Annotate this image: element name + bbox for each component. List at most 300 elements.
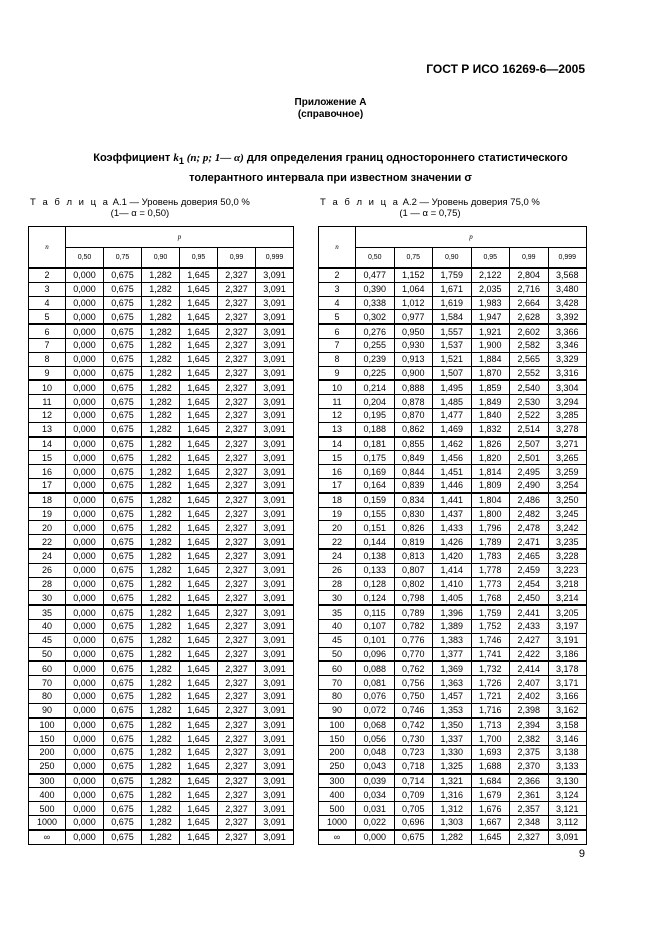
n-cell: 30 [29, 591, 66, 605]
table-row [319, 338, 587, 352]
value-cell: 0,000 [66, 619, 104, 633]
value-cell: 1,759 [471, 605, 510, 619]
value-cell: 0,000 [66, 676, 104, 690]
value-cell: 0,000 [66, 535, 104, 549]
p-value-header: 0,95 [180, 248, 218, 269]
table-row [29, 774, 294, 788]
value-cell: 3,091 [256, 802, 294, 816]
value-cell: 3,091 [256, 661, 294, 675]
table-row [29, 619, 294, 633]
n-cell: 6 [319, 324, 356, 338]
table-row [319, 408, 587, 422]
table-row [319, 324, 587, 338]
value-cell: 1,012 [394, 296, 433, 310]
value-cell: 0,000 [66, 718, 104, 732]
value-cell: 0,000 [66, 689, 104, 703]
value-cell: 1,282 [142, 478, 180, 492]
value-cell: 3,091 [256, 380, 294, 394]
value-cell: 1,645 [180, 676, 218, 690]
value-cell: 3,091 [256, 338, 294, 352]
value-cell: 0,039 [356, 774, 395, 788]
value-cell: 1,396 [433, 605, 472, 619]
value-cell: 3,091 [256, 437, 294, 451]
value-cell: 0,000 [66, 324, 104, 338]
n-cell: 8 [319, 352, 356, 366]
value-cell: 0,000 [66, 282, 104, 296]
value-cell: 1,363 [433, 676, 472, 690]
n-cell: 28 [29, 577, 66, 591]
value-cell: 0,164 [356, 478, 395, 492]
value-cell: 2,327 [218, 282, 256, 296]
value-cell: 3,091 [256, 605, 294, 619]
value-cell: 1,282 [142, 268, 180, 282]
value-cell: 0,756 [394, 676, 433, 690]
value-cell: 0,276 [356, 324, 395, 338]
value-cell: 3,091 [256, 788, 294, 802]
value-cell: 1,645 [180, 605, 218, 619]
value-cell: 0,000 [66, 591, 104, 605]
n-cell: 22 [29, 535, 66, 549]
value-cell: 1,282 [142, 366, 180, 380]
table-row [319, 605, 587, 619]
value-cell: 0,000 [66, 380, 104, 394]
n-cell: 17 [29, 478, 66, 492]
n-cell: 150 [319, 732, 356, 746]
value-cell: 3,259 [548, 465, 587, 479]
value-cell: 1,679 [471, 788, 510, 802]
value-cell: 2,414 [510, 661, 549, 675]
value-cell: 0,675 [104, 732, 142, 746]
value-cell: 3,392 [548, 310, 587, 324]
value-cell: 3,568 [548, 268, 587, 282]
value-cell: 0,675 [104, 676, 142, 690]
value-cell: 0,068 [356, 718, 395, 732]
value-cell: 1,377 [433, 647, 472, 661]
value-cell: 0,000 [66, 422, 104, 436]
value-cell: 0,000 [66, 465, 104, 479]
value-cell: 0,878 [394, 395, 433, 409]
table-row [29, 380, 294, 394]
value-cell: 1,645 [180, 352, 218, 366]
n-cell: 90 [319, 703, 356, 717]
value-cell: 0,000 [66, 774, 104, 788]
table-row [29, 689, 294, 703]
value-cell: 0,819 [394, 535, 433, 549]
value-cell: 1,469 [433, 422, 472, 436]
value-cell: 0,675 [104, 718, 142, 732]
n-cell: 35 [319, 605, 356, 619]
table-row [319, 703, 587, 717]
value-cell: 2,407 [510, 676, 549, 690]
table-row [319, 422, 587, 436]
value-cell: 2,716 [510, 282, 549, 296]
value-cell: 3,091 [256, 619, 294, 633]
value-cell: 0,834 [394, 493, 433, 507]
value-cell: 0,675 [104, 816, 142, 830]
value-cell: 2,478 [510, 521, 549, 535]
value-cell: 1,282 [142, 338, 180, 352]
value-cell: 0,390 [356, 282, 395, 296]
value-cell: 1,282 [142, 549, 180, 563]
n-cell: 22 [319, 535, 356, 549]
value-cell: 2,327 [218, 268, 256, 282]
value-cell: 3,428 [548, 296, 587, 310]
value-cell: 2,327 [218, 478, 256, 492]
value-cell: 3,205 [548, 605, 587, 619]
value-cell: 0,101 [356, 633, 395, 647]
table-row [319, 619, 587, 633]
n-cell: 2 [319, 268, 356, 282]
value-cell: 2,357 [510, 802, 549, 816]
value-cell: 1,282 [142, 774, 180, 788]
caption-sub: (1 — α = 0,75) [399, 208, 461, 219]
value-cell: 2,327 [218, 703, 256, 717]
value-cell: 1,282 [142, 647, 180, 661]
p-value-header: 0,999 [256, 248, 294, 269]
value-cell: 1,282 [142, 802, 180, 816]
value-cell: 0,000 [66, 759, 104, 773]
value-cell: 1,485 [433, 395, 472, 409]
value-cell: 0,855 [394, 437, 433, 451]
value-cell: 0,088 [356, 661, 395, 675]
value-cell: 1,645 [180, 268, 218, 282]
document-code: ГОСТ Р ИСО 16269-6—2005 [426, 62, 585, 76]
table-row [29, 422, 294, 436]
n-cell: 11 [319, 395, 356, 409]
value-cell: 0,204 [356, 395, 395, 409]
value-cell: 0,107 [356, 619, 395, 633]
value-cell: 2,465 [510, 549, 549, 563]
table-row [29, 478, 294, 492]
n-cell: 80 [319, 689, 356, 703]
value-cell: 1,859 [471, 380, 510, 394]
n-cell: 18 [29, 493, 66, 507]
value-cell: 3,197 [548, 619, 587, 633]
value-cell: 2,495 [510, 465, 549, 479]
value-cell: 2,122 [471, 268, 510, 282]
value-cell: 1,282 [142, 521, 180, 535]
n-cell: 26 [319, 563, 356, 577]
p-header [66, 227, 294, 248]
table-row [319, 732, 587, 746]
n-cell: 8 [29, 352, 66, 366]
n-cell: ∞ [29, 830, 66, 844]
value-cell: 3,091 [256, 535, 294, 549]
table-row [29, 577, 294, 591]
value-cell: 2,327 [218, 830, 256, 844]
value-cell: 2,327 [218, 465, 256, 479]
value-cell: 0,709 [394, 788, 433, 802]
value-cell: 1,778 [471, 563, 510, 577]
value-cell: 0,000 [66, 310, 104, 324]
value-cell: 1,700 [471, 732, 510, 746]
n-cell: 12 [29, 408, 66, 422]
value-cell: 2,327 [218, 521, 256, 535]
value-cell: 0,048 [356, 746, 395, 760]
value-cell: 3,146 [548, 732, 587, 746]
value-cell: 0,675 [104, 366, 142, 380]
value-cell: 2,327 [218, 507, 256, 521]
value-cell: 2,327 [218, 605, 256, 619]
value-cell: 1,282 [142, 633, 180, 647]
value-cell: 1,645 [180, 802, 218, 816]
value-cell: 0,675 [104, 689, 142, 703]
value-cell: 1,337 [433, 732, 472, 746]
table-row [319, 676, 587, 690]
value-cell: 1,645 [180, 830, 218, 844]
value-cell: 2,602 [510, 324, 549, 338]
value-cell: 3,091 [256, 563, 294, 577]
value-cell: 2,382 [510, 732, 549, 746]
value-cell: 1,645 [180, 816, 218, 830]
value-cell: 2,471 [510, 535, 549, 549]
value-cell: 0,133 [356, 563, 395, 577]
value-cell: 3,091 [256, 507, 294, 521]
value-cell: 2,501 [510, 451, 549, 465]
table-row [29, 324, 294, 338]
value-cell: 2,327 [218, 366, 256, 380]
value-cell: 1,884 [471, 352, 510, 366]
value-cell: 1,282 [142, 493, 180, 507]
n-cell: 70 [319, 676, 356, 690]
value-cell: 0,675 [104, 830, 142, 844]
value-cell: 1,826 [471, 437, 510, 451]
value-cell: 3,346 [548, 338, 587, 352]
n-cell: 7 [29, 338, 66, 352]
p-value-header: 0,50 [66, 248, 104, 269]
n-cell: 90 [29, 703, 66, 717]
value-cell: 0,913 [394, 352, 433, 366]
value-cell: 1,645 [180, 661, 218, 675]
value-cell: 0,675 [104, 802, 142, 816]
value-cell: 3,091 [256, 718, 294, 732]
value-cell: 3,245 [548, 507, 587, 521]
value-cell: 0,000 [66, 661, 104, 675]
n-cell: 60 [319, 661, 356, 675]
value-cell: 1,645 [180, 465, 218, 479]
value-cell: 1,645 [180, 493, 218, 507]
n-cell: 24 [29, 549, 66, 563]
value-cell: 2,035 [471, 282, 510, 296]
value-cell: 2,327 [218, 591, 256, 605]
value-cell: 0,000 [66, 577, 104, 591]
value-cell: 2,327 [218, 661, 256, 675]
value-cell: 1,282 [142, 619, 180, 633]
value-cell: 3,091 [256, 282, 294, 296]
value-cell: 2,327 [218, 647, 256, 661]
value-cell: 1,152 [394, 268, 433, 282]
value-cell: 2,454 [510, 577, 549, 591]
value-cell: 2,394 [510, 718, 549, 732]
value-cell: 0,705 [394, 802, 433, 816]
value-cell: 1,383 [433, 633, 472, 647]
value-cell: 1,330 [433, 746, 472, 760]
value-cell: 1,759 [433, 268, 472, 282]
value-cell: 0,675 [394, 830, 433, 844]
n-cell: 300 [319, 774, 356, 788]
table-row [29, 746, 294, 760]
value-cell: 1,947 [471, 310, 510, 324]
n-cell: 4 [319, 296, 356, 310]
table-a2-caption [320, 197, 540, 219]
title-k-sub: 1 [178, 156, 184, 167]
value-cell: 0,802 [394, 577, 433, 591]
value-cell: 1,282 [142, 465, 180, 479]
caption-sub: (1— α = 0,50) [110, 208, 170, 219]
n-cell: 20 [319, 521, 356, 535]
value-cell: 1,832 [471, 422, 510, 436]
value-cell: 1,789 [471, 535, 510, 549]
value-cell: 3,178 [548, 661, 587, 675]
value-cell: 3,091 [256, 324, 294, 338]
n-cell: 20 [29, 521, 66, 535]
value-cell: 1,840 [471, 408, 510, 422]
value-cell: 3,250 [548, 493, 587, 507]
value-cell: 1,282 [142, 282, 180, 296]
value-cell: 3,091 [256, 465, 294, 479]
value-cell: 1,426 [433, 535, 472, 549]
value-cell: 3,186 [548, 647, 587, 661]
value-cell: 0,675 [104, 535, 142, 549]
value-cell: 0,675 [104, 703, 142, 717]
n-header [319, 227, 356, 269]
n-cell: 40 [29, 619, 66, 633]
value-cell: 1,814 [471, 465, 510, 479]
value-cell: 1,820 [471, 451, 510, 465]
value-cell: 0,239 [356, 352, 395, 366]
n-cell: 6 [29, 324, 66, 338]
title-text: Коэффициент [93, 152, 174, 164]
value-cell: 1,389 [433, 619, 472, 633]
n-cell: 60 [29, 661, 66, 675]
value-cell: 0,675 [104, 408, 142, 422]
value-cell: 2,804 [510, 268, 549, 282]
value-cell: 0,870 [394, 408, 433, 422]
value-cell: 1,405 [433, 591, 472, 605]
value-cell: 0,155 [356, 507, 395, 521]
value-cell: 2,327 [218, 577, 256, 591]
value-cell: 1,645 [180, 703, 218, 717]
value-cell: 0,762 [394, 661, 433, 675]
value-cell: 2,348 [510, 816, 549, 830]
value-cell: 3,091 [256, 408, 294, 422]
table-row [319, 816, 587, 830]
value-cell: 1,645 [180, 395, 218, 409]
value-cell: 0,675 [104, 451, 142, 465]
value-cell: 0,000 [66, 732, 104, 746]
value-cell: 0,675 [104, 619, 142, 633]
value-cell: 0,000 [66, 788, 104, 802]
value-cell: 1,282 [142, 310, 180, 324]
value-cell: 1,684 [471, 774, 510, 788]
value-cell: 0,175 [356, 451, 395, 465]
n-cell: 13 [29, 422, 66, 436]
value-cell: 1,645 [180, 338, 218, 352]
value-cell: 0,714 [394, 774, 433, 788]
value-cell: 3,294 [548, 395, 587, 409]
value-cell: 2,327 [218, 816, 256, 830]
value-cell: 0,000 [66, 395, 104, 409]
value-cell: 2,370 [510, 759, 549, 773]
annex-subtitle: (справочное) [297, 109, 364, 120]
value-cell: 1,507 [433, 366, 472, 380]
value-cell: 2,565 [510, 352, 549, 366]
n-cell: 15 [319, 451, 356, 465]
value-cell: 1,671 [433, 282, 472, 296]
table-row [29, 451, 294, 465]
n-cell: 28 [319, 577, 356, 591]
value-cell: 3,091 [256, 366, 294, 380]
value-cell: 1,282 [142, 703, 180, 717]
n-cell: 1000 [29, 816, 66, 830]
table-row [319, 310, 587, 324]
value-cell: 0,746 [394, 703, 433, 717]
value-cell: 2,327 [218, 493, 256, 507]
value-cell: 3,091 [256, 676, 294, 690]
value-cell: 0,807 [394, 563, 433, 577]
table-row [29, 802, 294, 816]
value-cell: 1,645 [180, 535, 218, 549]
table-row [29, 788, 294, 802]
n-cell: 9 [29, 366, 66, 380]
value-cell: 2,664 [510, 296, 549, 310]
n-cell: 26 [29, 563, 66, 577]
value-cell: 0,675 [104, 437, 142, 451]
value-cell: 0,675 [104, 661, 142, 675]
value-cell: 0,000 [66, 521, 104, 535]
value-cell: 0,675 [104, 563, 142, 577]
n-cell: 18 [319, 493, 356, 507]
table-row [319, 633, 587, 647]
value-cell: 0,675 [104, 478, 142, 492]
value-cell: 1,667 [471, 816, 510, 830]
table-row [319, 746, 587, 760]
caption-label: Т а б л и ц а [30, 197, 110, 208]
n-cell: 16 [319, 465, 356, 479]
value-cell: 0,782 [394, 619, 433, 633]
annex-title: Приложение А [294, 97, 367, 108]
value-cell: 2,482 [510, 507, 549, 521]
value-cell: 3,091 [256, 647, 294, 661]
value-cell: 1,282 [142, 352, 180, 366]
value-cell: 3,223 [548, 563, 587, 577]
value-cell: 2,540 [510, 380, 549, 394]
table-row [319, 661, 587, 675]
value-cell: 0,675 [104, 746, 142, 760]
value-cell: 3,112 [548, 816, 587, 830]
value-cell: 0,675 [104, 577, 142, 591]
value-cell: 1,800 [471, 507, 510, 521]
value-cell: 1,645 [180, 366, 218, 380]
value-cell: 1,312 [433, 802, 472, 816]
table-row [319, 465, 587, 479]
value-cell: 3,124 [548, 788, 587, 802]
value-cell: 0,830 [394, 507, 433, 521]
n-cell: 30 [319, 591, 356, 605]
value-cell: 1,645 [180, 380, 218, 394]
n-cell: 100 [29, 718, 66, 732]
table-row [319, 774, 587, 788]
value-cell: 0,115 [356, 605, 395, 619]
value-cell: 0,302 [356, 310, 395, 324]
section-title [40, 150, 621, 187]
value-cell: 1,726 [471, 676, 510, 690]
value-cell: 2,327 [218, 619, 256, 633]
value-cell: 0,849 [394, 451, 433, 465]
n-cell: 100 [319, 718, 356, 732]
n-cell: 19 [29, 507, 66, 521]
value-cell: 3,091 [256, 759, 294, 773]
